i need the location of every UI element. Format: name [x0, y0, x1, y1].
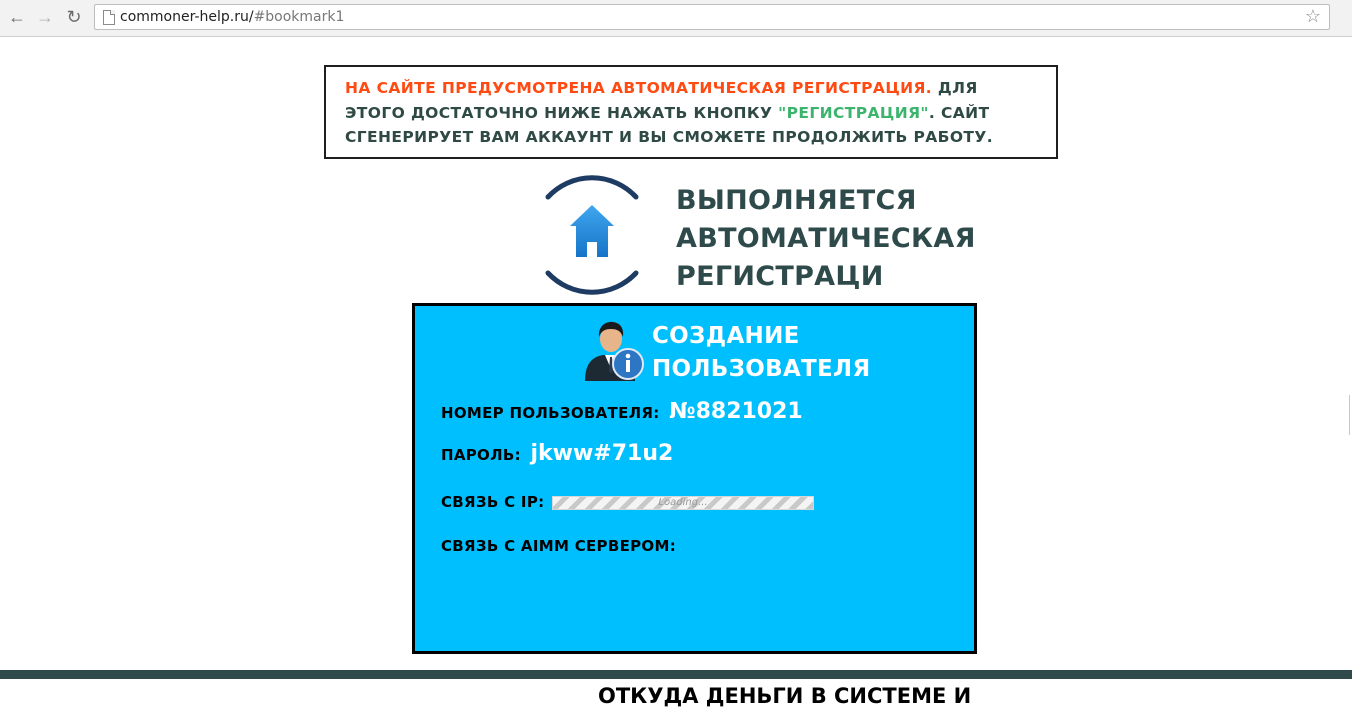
server-connection-label: СВЯЗЬ С AIMM СЕРВЕРОМ:: [441, 537, 676, 555]
notice-text-1: ДЛЯ ЭТОГО ДОСТАТОЧНО НИЖЕ НАЖАТЬ КНОПКУ: [345, 79, 978, 122]
user-number-row: [441, 399, 803, 424]
ip-connection-label: СВЯЗЬ С IP:: [441, 493, 545, 511]
user-creation-panel: [412, 303, 977, 654]
address-bar[interactable]: [94, 4, 1330, 30]
back-arrow-icon[interactable]: ←: [8, 7, 26, 27]
loading-spinner-house-icon: [543, 170, 641, 300]
server-connection-row: [441, 536, 676, 555]
bookmark-star-icon[interactable]: ☆: [1304, 6, 1321, 26]
password-label: ПАРОЛЬ:: [441, 446, 521, 464]
notice-button-name: "РЕГИСТРАЦИЯ": [778, 103, 929, 122]
section-divider: [0, 670, 1352, 679]
forward-arrow-icon[interactable]: →: [36, 7, 54, 27]
scrollbar[interactable]: [1349, 395, 1350, 435]
loading-text: Loading...: [658, 496, 708, 508]
notice-text-2: . САЙТ СГЕНЕРИРУЕТ ВАМ АККАУНТ И ВЫ СМОЖЕТЕ ПРОДОЛЖИТЬ РАБОТУ.: [345, 103, 994, 146]
url-path: #bookmark1: [253, 9, 345, 25]
panel-title-line-1: СОЗДАНИЕ: [652, 323, 800, 349]
user-number-label: НОМЕР ПОЛЬЗОВАТЕЛЯ:: [441, 404, 660, 422]
url-text[interactable]: [120, 9, 344, 25]
notice-highlight: НА САЙТЕ ПРЕДУСМОТРЕНА АВТОМАТИЧЕСКАЯ РЕГИСТРАЦИЯ.: [345, 79, 933, 97]
user-info-icon: [583, 317, 645, 383]
status-line-1: ВЫПОЛНЯЕТСЯ: [676, 185, 917, 216]
registration-notice: [324, 65, 1058, 159]
panel-title-line-2: ПОЛЬЗОВАТЕЛЯ: [652, 356, 871, 382]
page-icon: [103, 10, 115, 25]
section-heading: ОТКУДА ДЕНЬГИ В СИСТЕМЕ И: [598, 684, 972, 708]
status-line-3: РЕГИСТРАЦИ: [676, 261, 884, 292]
ip-connection-row: [441, 492, 814, 511]
registration-status-title: [676, 182, 976, 296]
reload-icon[interactable]: ↻: [66, 7, 82, 27]
password-row: [441, 441, 673, 466]
password-value: jkww#71u2: [530, 441, 674, 466]
user-number-value: №8821021: [669, 399, 803, 424]
browser-toolbar: [0, 0, 1352, 37]
loading-progress-bar: [552, 496, 814, 510]
status-line-2: АВТОМАТИЧЕСКАЯ: [676, 223, 976, 254]
url-domain: commoner-help.ru/: [120, 9, 254, 25]
panel-title: [652, 320, 870, 386]
